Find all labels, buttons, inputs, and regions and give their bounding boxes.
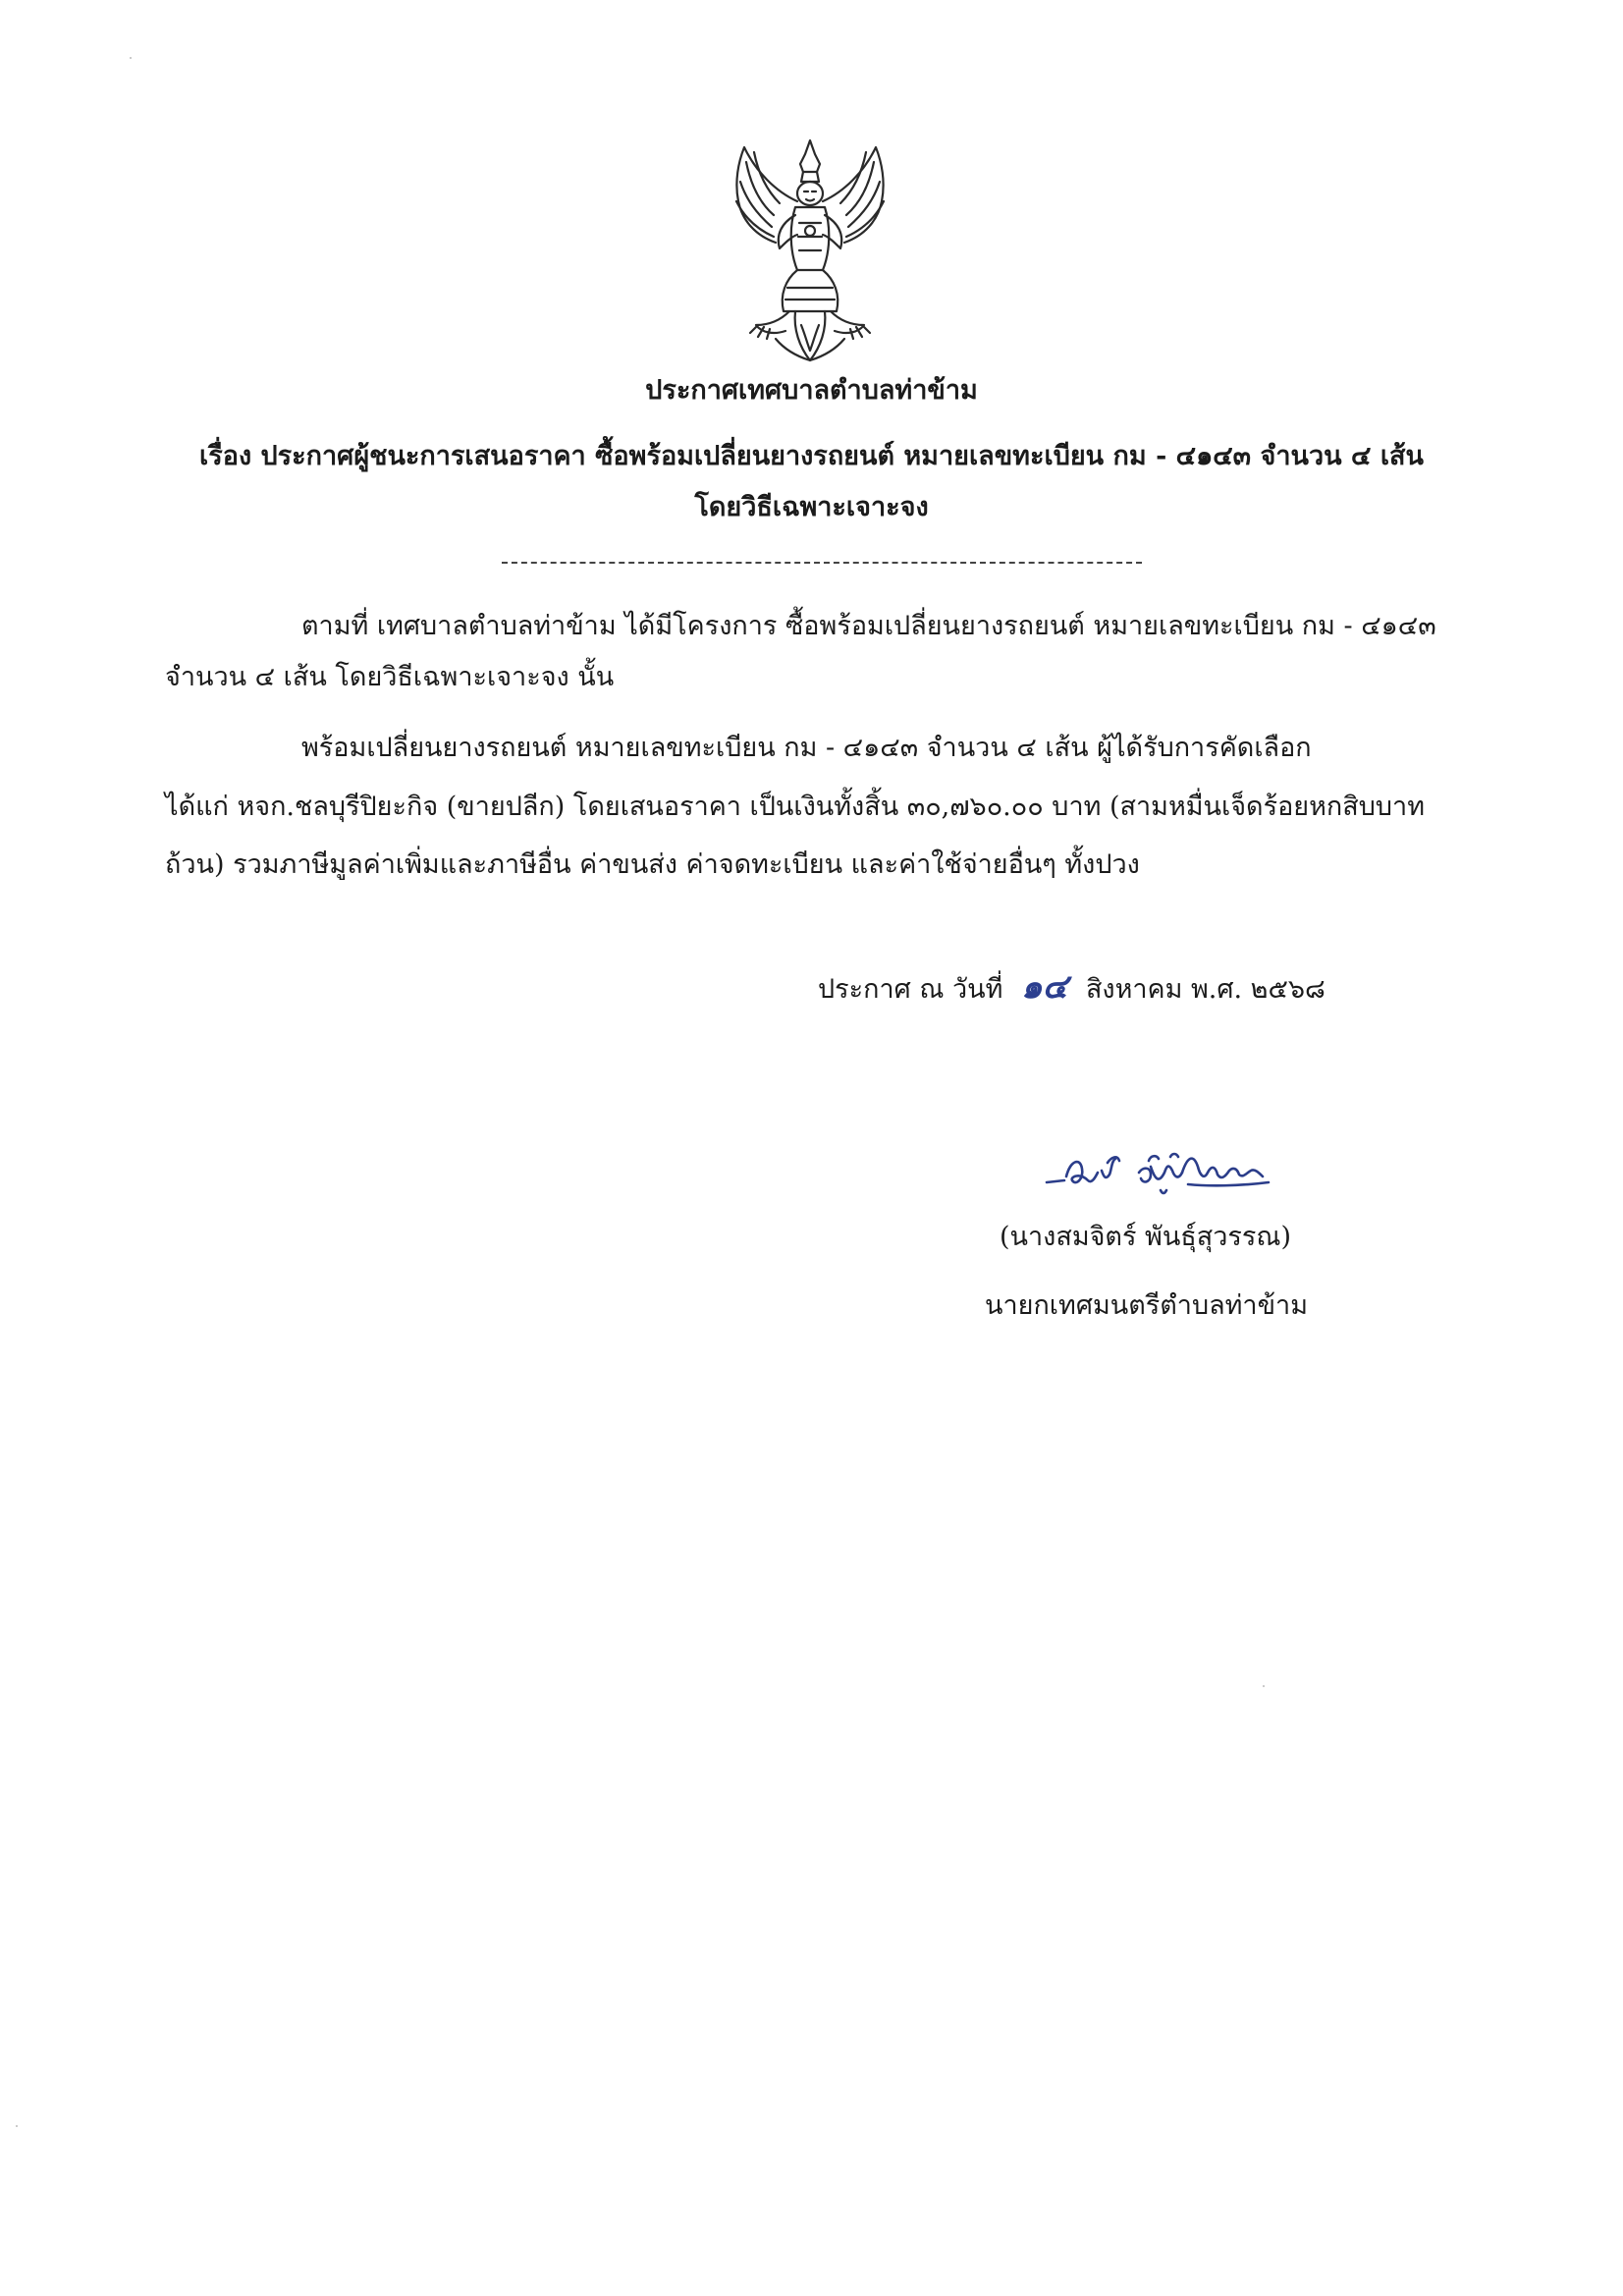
date-day-handwritten: ๑๔ (1021, 967, 1068, 1007)
signer-position: นายกเทศมนตรีตำบลท่าข้าม (985, 1290, 1308, 1321)
garuda-emblem-icon (717, 133, 903, 368)
date-prefix: ประกาศ ณ วันที่ (818, 974, 1003, 1005)
paragraph-1-line-2: จำนวน ๔ เส้น โดยวิธีเฉพาะเจาะจง นั้น (165, 662, 615, 692)
paragraph-2-line-2: ได้แก่ หจก.ชลบุรีปิยะกิจ (ขายปลีก) โดยเสนอราคา เป็นเงินทั้งสิ้น ๓๐,๗๖๐.๐๐ บาท (สามหมื่นเจ็ดร้อยหกสิบบาท (165, 792, 1425, 822)
handwritten-signature-icon (1041, 1137, 1296, 1206)
paragraph-2-line-3: ถ้วน) รวมภาษีมูลค่าเพิ่มและภาษีอื่น ค่าขนส่ง ค่าจดทะเบียน และค่าใช้จ่ายอื่นๆ ทั้งปวง (165, 849, 1140, 880)
scan-speck (130, 57, 132, 59)
announcement-date (818, 967, 1325, 1010)
date-month-year: สิงหาคม พ.ศ. ๒๕๖๘ (1085, 974, 1325, 1005)
scan-speck (16, 2125, 18, 2127)
signer-name: (นางสมจิตร์ พันธุ์สุวรรณ) (1000, 1222, 1292, 1252)
paragraph-2-line-1: พร้อมเปลี่ยนยางรถยนต์ หมายเลขทะเบียน กม - ๔๑๔๓ จำนวน ๔ เส้น ผู้ได้รับการคัดเลือก (301, 733, 1312, 763)
subject-line-2: โดยวิธีเฉพาะเจาะจง (694, 492, 929, 522)
scan-speck (1263, 1685, 1265, 1687)
subject-line-1: เรื่อง ประกาศผู้ชนะการเสนอราคา ซื้อพร้อมเปลี่ยนยางรถยนต์ หมายเลขทะเบียน กม - ๔๑๔๓ จำนวน ๔ เส้น (199, 441, 1424, 471)
dashed-divider (502, 562, 1142, 564)
paragraph-1-line-1: ตามที่ เทศบาลตำบลท่าข้าม ได้มีโครงการ ซื้อพร้อมเปลี่ยนยางรถยนต์ หมายเลขทะเบียน กม - ๔๑๔๓ (301, 611, 1436, 641)
announcement-title: ประกาศเทศบาลตำบลท่าข้าม (645, 375, 978, 406)
